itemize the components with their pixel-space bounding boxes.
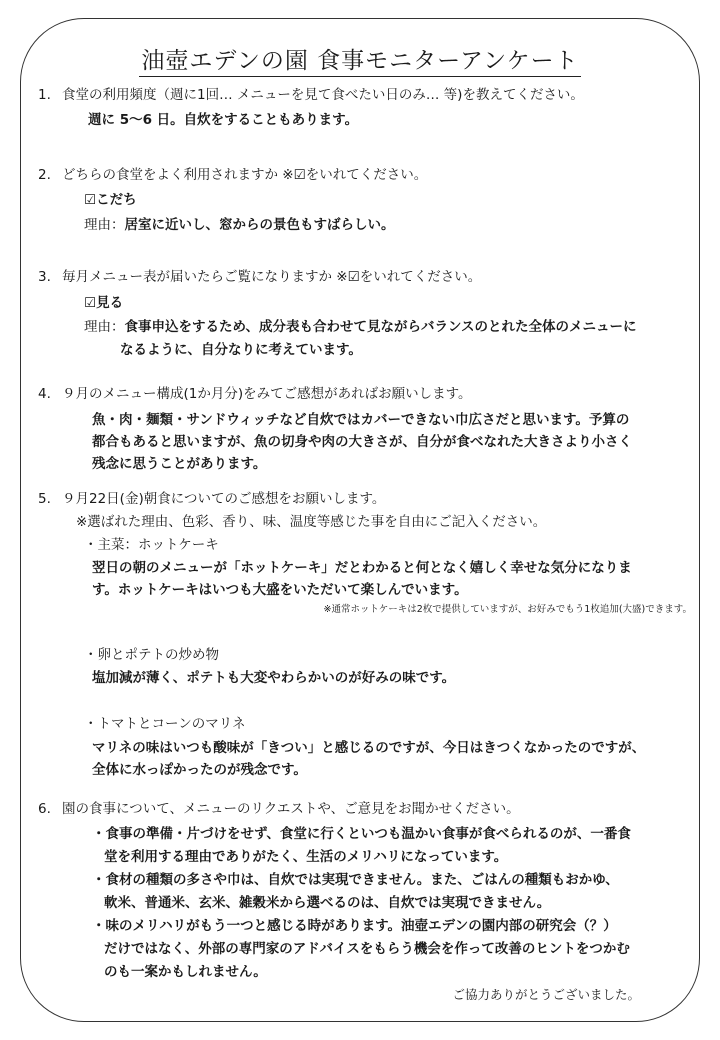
dish-comment: 全体に水っぽかったのが残念です。 (92, 762, 307, 778)
dish-label: ・トマトとコーンのマリネ (84, 716, 246, 732)
opinion-line: ・味のメリハリがもう一つと感じる時があります。油壺エデンの園内部の研究会（？） (92, 918, 617, 934)
answer-line: 残念に思うことがあります。 (92, 456, 267, 472)
question-3 (38, 265, 481, 285)
opinion-line: ・食材の種類の多さや巾は、自炊では実現できません。また、ごはんの種類もおかゆ、 (92, 872, 619, 888)
closing-thanks: ご協力ありがとうございました。 (452, 987, 640, 1002)
question-5 (38, 487, 385, 507)
dish-label: ・卵とポテトの炒め物 (84, 647, 219, 663)
answer-1: 週に 5～6 日。自炊をすることもあります。 (88, 112, 359, 128)
question-4 (38, 382, 472, 402)
opinion-line: 堂を利用する理由でありがたく、生活のメリハリになっています。 (104, 849, 508, 865)
question-number: 4. (38, 386, 51, 402)
question-number: 1. (38, 87, 51, 103)
instruction-note: ※選ばれた理由、色彩、香り、味、温度等感じた事を自由にご記入ください。 (76, 514, 547, 530)
opinion-line: ・食事の準備・片づけをせず、食堂に行くといつも温かい食事が食べられるのが、一番食 (92, 826, 631, 842)
answer-line: 魚・肉・麺類・サンドウィッチなど自炊ではカバーできない巾広さだと思います。予算の (92, 412, 630, 428)
checked-choice: ☑こだち (84, 192, 137, 208)
checked-choice: ☑見る (84, 295, 124, 311)
reason-label: 理由： (84, 217, 125, 233)
footnote: ※通常ホットケーキは2枚で提供していますが、お好みでもう1枚追加(大盛)できます。 (323, 604, 692, 615)
question-number: 2. (38, 167, 51, 183)
question-text: 園の食事について、メニューのリクエストや、ご意見をお聞かせください。 (62, 801, 520, 817)
opinion-line: 軟米、普通米、玄米、雑穀米から選べるのは、自炊では実現できません。 (104, 895, 551, 911)
dish-label: ・主菜：ホットケーキ (84, 537, 219, 553)
question-number: 5. (38, 491, 51, 507)
question-text: 毎月メニュー表が届いたらご覧になりますか ※☑をいれてください。 (62, 269, 482, 285)
question-6 (38, 797, 520, 817)
reason-label: 理由： (84, 319, 125, 335)
reason-text-cont: なるように、自分なりに考えています。 (120, 342, 362, 358)
opinion-line: のも一案かもしれません。 (104, 964, 267, 980)
page-title: 油壺エデンの園 食事モニターアンケート (0, 42, 720, 75)
opinion-line: だけではなく、外部の専門家のアドバイスをもらう機会を作って改善のヒントをつかむ (104, 941, 630, 957)
dish-comment: す。ホットケーキはいつも大盛をいただいて楽しんでいます。 (92, 582, 468, 598)
answer-line: 都合もあると思いますが、魚の切身や肉の大きさが、自分が食べなれた大きさより小さく (92, 434, 632, 450)
question-1 (38, 83, 584, 103)
dish-comment: 塩加減が薄く、ポテトも大変やわらかいのが好みの味です。 (92, 670, 456, 686)
reason-text: 居室に近いし、窓からの景色もすばらしい。 (124, 217, 395, 233)
dish-comment: マリネの味はいつも酸味が「きつい」と感じるのですが、今日はきつくなかったのですが、 (92, 740, 646, 756)
dish-comment: 翌日の朝のメニューが「ホットケーキ」だとわかると何となく嬉しく幸せな気分になりま (92, 560, 632, 576)
question-text: ９月22日(金)朝食についてのご感想をお願いします。 (62, 491, 386, 507)
question-number: 6. (38, 801, 51, 817)
question-text: 食堂の利用頻度（週に1回… メニューを見て食べたい日のみ… 等)を教えてください。 (62, 87, 584, 103)
reason (84, 315, 637, 335)
question-2 (38, 163, 427, 183)
question-text: どちらの食堂をよく利用されますか ※☑をいれてください。 (62, 167, 428, 183)
question-text: ９月のメニュー構成(1か月分)をみてご感想があればお願いします。 (62, 386, 472, 402)
reason-text: 食事申込をするため、成分表も合わせて見ながらバランスのとれた全体のメニューに (124, 319, 637, 335)
reason (84, 213, 395, 233)
question-number: 3. (38, 269, 51, 285)
